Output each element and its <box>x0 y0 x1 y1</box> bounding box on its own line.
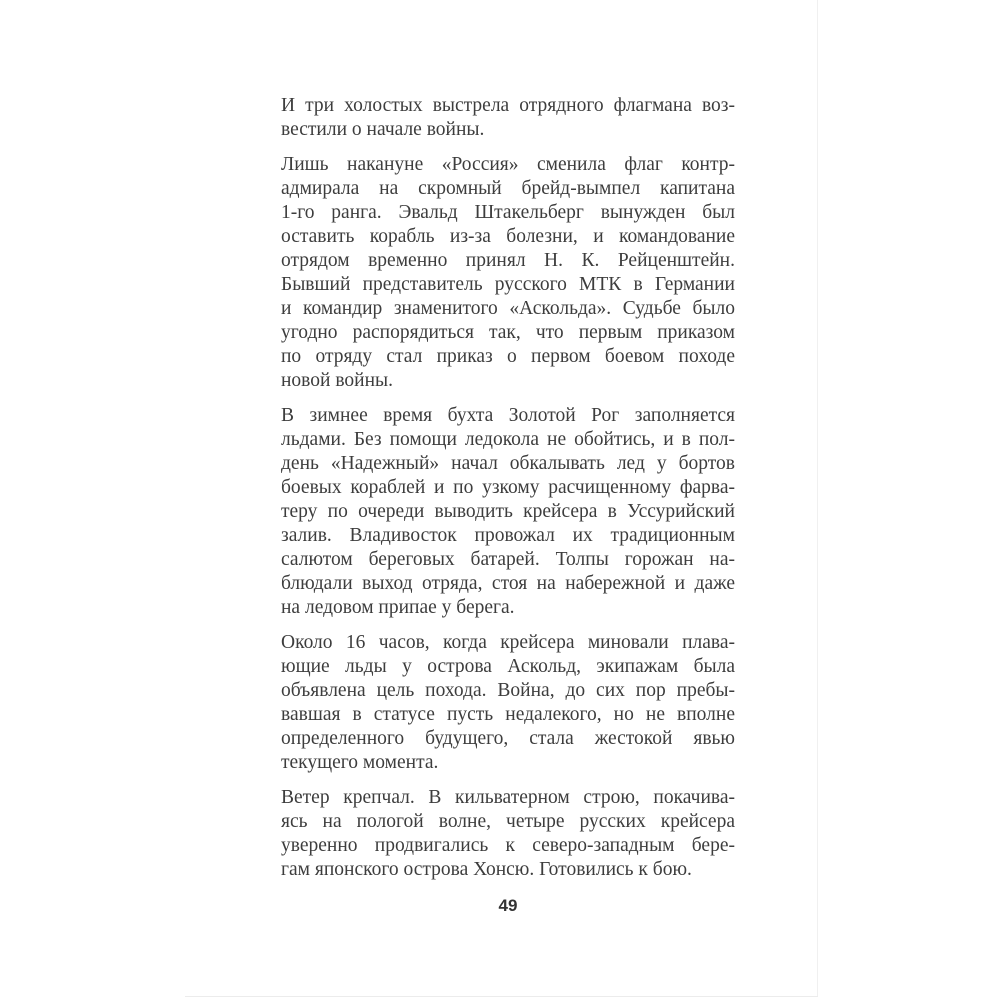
text-line: И три холостых выстрела отрядного флагмана воз- <box>281 95 735 116</box>
paragraph <box>281 404 735 620</box>
text-line: Около 16 часов, когда крейсера миновали плава- <box>281 632 735 653</box>
text-line: день «Надежный» начал обкалывать лед у бортов <box>281 453 735 474</box>
text-line: Ветер крепчал. В кильватерном строю, покачива- <box>281 787 735 808</box>
text-column <box>281 94 735 882</box>
page-bottom-edge-line <box>185 996 818 997</box>
text-line: блюдали выход отряда, стоя на набережной и даже <box>281 573 735 594</box>
page-number: 49 <box>498 896 518 915</box>
text-line: В зимнее время бухта Золотой Рог заполняется <box>281 405 735 426</box>
text-line: новой войны. <box>281 370 393 391</box>
text-line: по отряду стал приказ о первом боевом походе <box>281 346 735 367</box>
text-line: Бывший представитель русского МТК в Германии <box>281 274 735 295</box>
text-line: оставить корабль из-за болезни, и командование <box>281 226 735 247</box>
text-line: 1-го ранга. Эвальд Штакельберг вынужден был <box>281 202 735 223</box>
text-line: уверенно продвигались к северо-западным бере- <box>281 835 735 856</box>
text-line: гам японского острова Хонсю. Готовились к бою. <box>281 859 692 880</box>
text-line: текущего момента. <box>281 752 439 773</box>
paragraph <box>281 94 735 142</box>
text-line: ясь на пологой волне, четыре русских крейсера <box>281 811 735 832</box>
text-line: объявлена цель похода. Война, до сих пор пребы- <box>281 680 735 701</box>
text-line: залив. Владивосток провожал их традиционным <box>281 525 735 546</box>
text-line: Лишь накануне «Россия» сменила флаг контр- <box>281 154 735 175</box>
text-line: теру по очереди выводить крейсера в Уссурийский <box>281 501 735 522</box>
text-line: ющие льды у острова Аскольд, экипажам была <box>281 656 735 677</box>
paragraph <box>281 631 735 775</box>
text-line: вавшая в статусе пусть недалекого, но не вполне <box>281 704 735 725</box>
text-line: салютом береговых батарей. Толпы горожан на- <box>281 549 735 570</box>
paragraph <box>281 153 735 393</box>
paragraph <box>281 786 735 882</box>
text-line: угодно распорядиться так, что первым приказом <box>281 322 735 343</box>
page-right-edge-line <box>817 0 818 997</box>
text-line: вестили о начале войны. <box>281 119 485 140</box>
text-line: на ледовом припае у берега. <box>281 597 515 618</box>
text-line: адмирала на скромный брейд-вымпел капитана <box>281 178 735 199</box>
text-line: определенного будущего, стала жестокой явью <box>281 728 735 749</box>
text-line: и командир знаменитого «Аскольда». Судьбе было <box>281 298 735 319</box>
text-line: льдами. Без помощи ледокола не обойтись, и в пол- <box>281 429 735 450</box>
text-line: отрядом временно принял Н. К. Рейценштейн. <box>281 250 735 271</box>
text-line: боевых кораблей и по узкому расчищенному фарва- <box>281 477 735 498</box>
